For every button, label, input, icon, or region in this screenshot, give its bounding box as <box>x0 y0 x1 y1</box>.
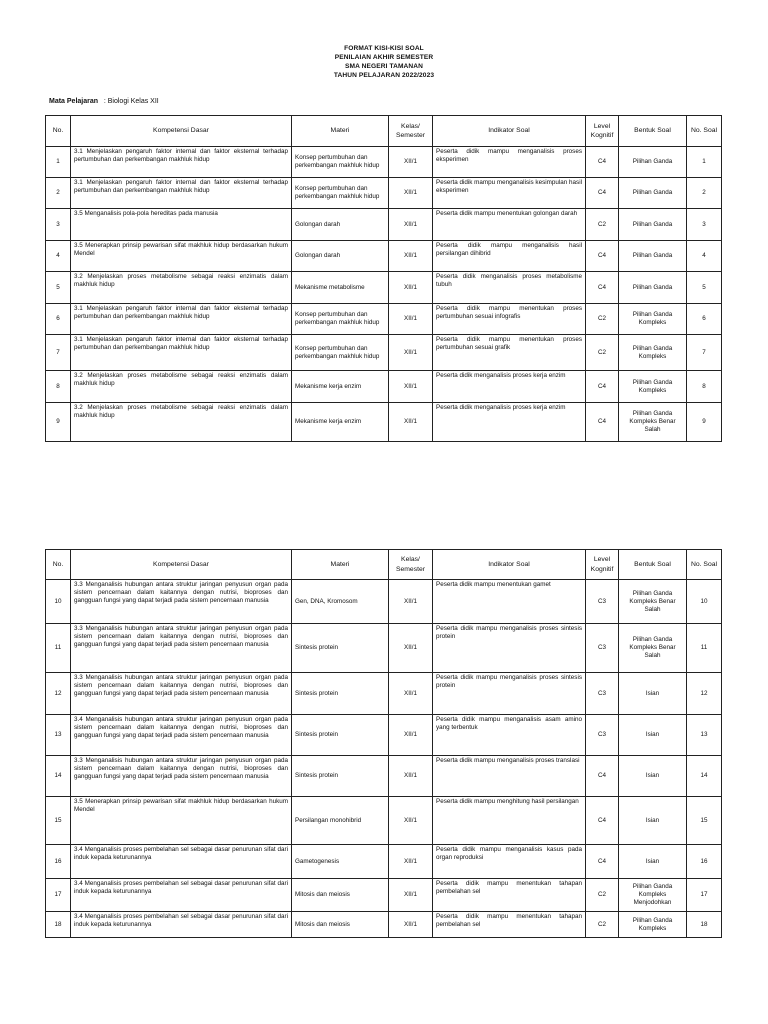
table-row <box>46 879 722 912</box>
cognitive-level-cell: C2 <box>586 912 619 938</box>
question-type-cell: Pilihan Ganda <box>619 178 687 209</box>
col-header-bentuk: Bentuk Soal <box>619 550 687 580</box>
table-row <box>46 673 722 715</box>
table-row <box>46 209 722 241</box>
indicator-cell: Peserta didik mampu menganalisis proses eksperimen <box>433 147 586 178</box>
cognitive-level-cell: C4 <box>586 371 619 403</box>
table-row <box>46 624 722 673</box>
material-cell: Golongan darah <box>292 241 389 272</box>
class-semester-cell: XII/1 <box>389 673 433 715</box>
col-header-kd: Kompetensi Dasar <box>71 550 292 580</box>
row-number: 11 <box>46 624 71 673</box>
competency-cell: 3.3 Menganalisis hubungan antara struktur jaringan penyusun organ pada sistem pencernaan dalam kaitannya dengan nutrisi, bioproses dan gangguan fungsi yang dapat terjadi pada sistem pencernaan manusia <box>71 624 292 673</box>
indicator-cell: Peserta didik menganalisis proses kerja enzim <box>433 371 586 403</box>
question-type-cell: Pilihan Ganda Kompleks Menjodohkan <box>619 879 687 912</box>
question-type-cell: Pilihan Ganda Kompleks <box>619 304 687 335</box>
row-number: 13 <box>46 715 71 756</box>
cognitive-level-cell: C3 <box>586 673 619 715</box>
cognitive-level-cell: C4 <box>586 147 619 178</box>
row-number: 18 <box>46 912 71 938</box>
indicator-cell: Peserta didik mampu menentukan proses pertumbuhan sesuai infografis <box>433 304 586 335</box>
row-number: 15 <box>46 797 71 845</box>
indicator-cell: Peserta didik mampu menganalisis asam amino yang terbentuk <box>433 715 586 756</box>
class-semester-cell: XII/1 <box>389 147 433 178</box>
material-cell: Mekanisme kerja enzim <box>292 403 389 442</box>
row-number: 6 <box>46 304 71 335</box>
question-number-cell: 17 <box>687 879 722 912</box>
competency-cell: 3.1 Menjelaskan pengaruh faktor internal dan faktor eksternal terhadap pertumbuhan dan perkembangan makhluk hidup <box>71 335 292 371</box>
grid-table-2 <box>45 549 722 938</box>
table-row <box>46 845 722 879</box>
class-semester-cell: XII/1 <box>389 912 433 938</box>
row-number: 1 <box>46 147 71 178</box>
col-header-level: Level Kognitif <box>586 116 619 147</box>
class-semester-cell: XII/1 <box>389 403 433 442</box>
question-type-cell: Isian <box>619 715 687 756</box>
material-cell: Persilangan monohibrid <box>292 797 389 845</box>
table-header-row <box>46 116 722 147</box>
indicator-cell: Peserta didik menganalisis proses metabolisme tubuh <box>433 272 586 304</box>
indicator-cell: Peserta didik menganalisis proses kerja enzim <box>433 403 586 442</box>
col-header-materi: Materi <box>292 550 389 580</box>
question-type-cell: Pilihan Ganda <box>619 147 687 178</box>
competency-cell: 3.2 Menjelaskan proses metabolisme sebagai reaksi enzimatis dalam makhluk hidup <box>71 272 292 304</box>
competency-cell: 3.2 Menjelaskan proses metabolisme sebagai reaksi enzimatis dalam makhluk hidup <box>71 371 292 403</box>
header-year: TAHUN PELAJARAN 2022/2023 <box>333 72 435 79</box>
question-number-cell: 10 <box>687 580 722 624</box>
header-title: FORMAT KISI-KISI SOAL <box>344 45 424 52</box>
competency-cell: 3.1 Menjelaskan pengaruh faktor internal dan faktor eksternal terhadap pertumbuhan dan perkembangan makhluk hidup <box>71 178 292 209</box>
row-number: 2 <box>46 178 71 209</box>
competency-cell: 3.2 Menjelaskan proses metabolisme sebagai reaksi enzimatis dalam makhluk hidup <box>71 403 292 442</box>
col-header-kd: Kompetensi Dasar <box>71 116 292 147</box>
material-cell: Konsep pertumbuhan dan perkembangan makhluk hidup <box>292 335 389 371</box>
row-number: 4 <box>46 241 71 272</box>
question-type-cell: Isian <box>619 673 687 715</box>
competency-cell: 3.1 Menjelaskan pengaruh faktor internal dan faktor eksternal terhadap pertumbuhan dan perkembangan makhluk hidup <box>71 304 292 335</box>
question-number-cell: 15 <box>687 797 722 845</box>
table-row <box>46 241 722 272</box>
cognitive-level-cell: C4 <box>586 797 619 845</box>
table-row <box>46 178 722 209</box>
cognitive-level-cell: C2 <box>586 879 619 912</box>
question-number-cell: 9 <box>687 403 722 442</box>
col-header-nosoal: No. Soal <box>687 116 722 147</box>
row-number: 8 <box>46 371 71 403</box>
table-row <box>46 756 722 797</box>
class-semester-cell: XII/1 <box>389 879 433 912</box>
material-cell: Golongan darah <box>292 209 389 241</box>
col-header-kelas: Kelas/ Semester <box>389 116 433 147</box>
row-number: 17 <box>46 879 71 912</box>
indicator-cell: Peserta didik mampu menganalisis proses sintesis protein <box>433 624 586 673</box>
question-number-cell: 1 <box>687 147 722 178</box>
competency-cell: 3.3 Menganalisis hubungan antara struktur jaringan penyusun organ pada sistem pencernaan dalam kaitannya dengan nutrisi, bioproses dan gangguan fungsi yang dapat terjadi pada sistem pencernaan manusia <box>71 580 292 624</box>
question-number-cell: 18 <box>687 912 722 938</box>
cognitive-level-cell: C2 <box>586 335 619 371</box>
question-type-cell: Pilihan Ganda Kompleks Benar Salah <box>619 580 687 624</box>
competency-cell: 3.5 Menerapkan prinsip pewarisan sifat makhluk hidup berdasarkan hukum Mendel <box>71 797 292 845</box>
question-type-cell: Isian <box>619 797 687 845</box>
table-row <box>46 304 722 335</box>
class-semester-cell: XII/1 <box>389 797 433 845</box>
question-type-cell: Pilihan Ganda <box>619 272 687 304</box>
cognitive-level-cell: C4 <box>586 845 619 879</box>
question-type-cell: Isian <box>619 845 687 879</box>
col-header-no: No. <box>46 116 71 147</box>
question-type-cell: Isian <box>619 756 687 797</box>
cognitive-level-cell: C3 <box>586 715 619 756</box>
row-number: 7 <box>46 335 71 371</box>
table-row <box>46 912 722 938</box>
col-header-level: Level Kognitif <box>586 550 619 580</box>
question-number-cell: 5 <box>687 272 722 304</box>
col-header-indikator: Indikator Soal <box>433 116 586 147</box>
subject-line <box>49 98 159 105</box>
class-semester-cell: XII/1 <box>389 304 433 335</box>
indicator-cell: Peserta didik mampu menentukan proses pertumbuhan sesuai grafik <box>433 335 586 371</box>
class-semester-cell: XII/1 <box>389 371 433 403</box>
material-cell: Sintesis protein <box>292 756 389 797</box>
cognitive-level-cell: C2 <box>586 304 619 335</box>
cognitive-level-cell: C3 <box>586 624 619 673</box>
class-semester-cell: XII/1 <box>389 178 433 209</box>
table-row <box>46 335 722 371</box>
material-cell: Konsep pertumbuhan dan perkembangan makhluk hidup <box>292 304 389 335</box>
col-header-nosoal: No. Soal <box>687 550 722 580</box>
question-number-cell: 8 <box>687 371 722 403</box>
competency-cell: 3.5 Menganalisis pola-pola hereditas pada manusia <box>71 209 292 241</box>
row-number: 9 <box>46 403 71 442</box>
cognitive-level-cell: C2 <box>586 209 619 241</box>
question-number-cell: 2 <box>687 178 722 209</box>
question-type-cell: Pilihan Ganda Kompleks <box>619 335 687 371</box>
table-row <box>46 371 722 403</box>
table-row <box>46 715 722 756</box>
row-number: 12 <box>46 673 71 715</box>
class-semester-cell: XII/1 <box>389 580 433 624</box>
question-type-cell: Pilihan Ganda Kompleks Benar Salah <box>619 403 687 442</box>
question-type-cell: Pilihan Ganda <box>619 209 687 241</box>
material-cell: Gen, DNA, Kromosom <box>292 580 389 624</box>
indicator-cell: Peserta didik mampu menghitung hasil persilangan <box>433 797 586 845</box>
cognitive-level-cell: C4 <box>586 241 619 272</box>
table-row <box>46 147 722 178</box>
table-row <box>46 797 722 845</box>
question-number-cell: 6 <box>687 304 722 335</box>
cognitive-level-cell: C4 <box>586 756 619 797</box>
material-cell: Sintesis protein <box>292 715 389 756</box>
question-type-cell: Pilihan Ganda Kompleks <box>619 371 687 403</box>
class-semester-cell: XII/1 <box>389 335 433 371</box>
indicator-cell: Peserta didik mampu menganalisis proses translasi <box>433 756 586 797</box>
question-number-cell: 16 <box>687 845 722 879</box>
indicator-cell: Peserta didik mampu menganalisis hasil persilangan dihibrid <box>433 241 586 272</box>
question-type-cell: Pilihan Ganda Kompleks Benar Salah <box>619 624 687 673</box>
table-row <box>46 272 722 304</box>
indicator-cell: Peserta didik mampu menganalisis kesimpulan hasil eksperimen <box>433 178 586 209</box>
indicator-cell: Peserta didik mampu menganalisis kasus pada organ reproduksi <box>433 845 586 879</box>
competency-cell: 3.4 Menganalisis proses pembelahan sel sebagai dasar penurunan sifat dari induk kepada keturunannya <box>71 845 292 879</box>
question-type-cell: Pilihan Ganda Kompleks <box>619 912 687 938</box>
class-semester-cell: XII/1 <box>389 241 433 272</box>
class-semester-cell: XII/1 <box>389 845 433 879</box>
row-number: 14 <box>46 756 71 797</box>
cognitive-level-cell: C4 <box>586 403 619 442</box>
subject-label: Mata Pelajaran <box>49 98 99 105</box>
table-row <box>46 580 722 624</box>
table-row <box>46 403 722 442</box>
competency-cell: 3.5 Menerapkan prinsip pewarisan sifat makhluk hidup berdasarkan hukum Mendel <box>71 241 292 272</box>
question-number-cell: 7 <box>687 335 722 371</box>
class-semester-cell: XII/1 <box>389 624 433 673</box>
row-number: 3 <box>46 209 71 241</box>
material-cell: Mekanisme kerja enzim <box>292 371 389 403</box>
row-number: 16 <box>46 845 71 879</box>
indicator-cell: Peserta didik mampu menentukan golongan darah <box>433 209 586 241</box>
cognitive-level-cell: C4 <box>586 272 619 304</box>
indicator-cell: Peserta didik mampu menganalisis proses sintesis protein <box>433 673 586 715</box>
row-number: 10 <box>46 580 71 624</box>
col-header-kelas: Kelas/ Semester <box>389 550 433 580</box>
cognitive-level-cell: C4 <box>586 178 619 209</box>
class-semester-cell: XII/1 <box>389 209 433 241</box>
header-exam: PENILAIAN AKHIR SEMESTER <box>334 54 434 61</box>
competency-cell: 3.3 Menganalisis hubungan antara struktur jaringan penyusun organ pada sistem pencernaan dalam kaitannya dengan nutrisi, bioproses dan gangguan fungsi yang dapat terjadi pada sistem pencernaan manusia <box>71 673 292 715</box>
col-header-no: No. <box>46 550 71 580</box>
header-school: SMA NEGERI TAMANAN <box>345 63 423 70</box>
question-number-cell: 4 <box>687 241 722 272</box>
cognitive-level-cell: C3 <box>586 580 619 624</box>
class-semester-cell: XII/1 <box>389 272 433 304</box>
material-cell: Mekanisme metabolisme <box>292 272 389 304</box>
material-cell: Mitosis dan meiosis <box>292 879 389 912</box>
document-header <box>0 44 768 80</box>
class-semester-cell: XII/1 <box>389 715 433 756</box>
competency-cell: 3.3 Menganalisis hubungan antara struktur jaringan penyusun organ pada sistem pencernaan dalam kaitannya dengan nutrisi, bioproses dan gangguan fungsi yang dapat terjadi pada sistem pencernaan manusia <box>71 756 292 797</box>
question-number-cell: 13 <box>687 715 722 756</box>
material-cell: Sintesis protein <box>292 673 389 715</box>
material-cell: Mitosis dan meiosis <box>292 912 389 938</box>
col-header-bentuk: Bentuk Soal <box>619 116 687 147</box>
competency-cell: 3.1 Menjelaskan pengaruh faktor internal dan faktor eksternal terhadap pertumbuhan dan perkembangan makhluk hidup <box>71 147 292 178</box>
material-cell: Konsep pertumbuhan dan perkembangan makhluk hidup <box>292 178 389 209</box>
indicator-cell: Peserta didik mampu menentukan tahapan pembelahan sel <box>433 912 586 938</box>
competency-cell: 3.4 Menganalisis hubungan antara struktur jaringan penyusun organ pada sistem pencernaan dalam kaitannya dengan nutrisi, bioproses dan gangguan fungsi yang dapat terjadi pada sistem pencernaan manusia <box>71 715 292 756</box>
material-cell: Konsep pertumbuhan dan perkembangan makhluk hidup <box>292 147 389 178</box>
subject-value: : Biologi Kelas XII <box>103 98 159 105</box>
question-number-cell: 3 <box>687 209 722 241</box>
competency-cell: 3.4 Menganalisis proses pembelahan sel sebagai dasar penurunan sifat dari induk kepada keturunannya <box>71 879 292 912</box>
col-header-indikator: Indikator Soal <box>433 550 586 580</box>
grid-table-1 <box>45 115 722 442</box>
question-type-cell: Pilihan Ganda <box>619 241 687 272</box>
table-header-row <box>46 550 722 580</box>
material-cell: Gametogenesis <box>292 845 389 879</box>
row-number: 5 <box>46 272 71 304</box>
col-header-materi: Materi <box>292 116 389 147</box>
question-number-cell: 11 <box>687 624 722 673</box>
question-number-cell: 14 <box>687 756 722 797</box>
competency-cell: 3.4 Menganalisis proses pembelahan sel sebagai dasar penurunan sifat dari induk kepada keturunannya <box>71 912 292 938</box>
indicator-cell: Peserta didik mampu menentukan gamet <box>433 580 586 624</box>
material-cell: Sintesis protein <box>292 624 389 673</box>
question-number-cell: 12 <box>687 673 722 715</box>
class-semester-cell: XII/1 <box>389 756 433 797</box>
indicator-cell: Peserta didik mampu menentukan tahapan pembelahan sel <box>433 879 586 912</box>
